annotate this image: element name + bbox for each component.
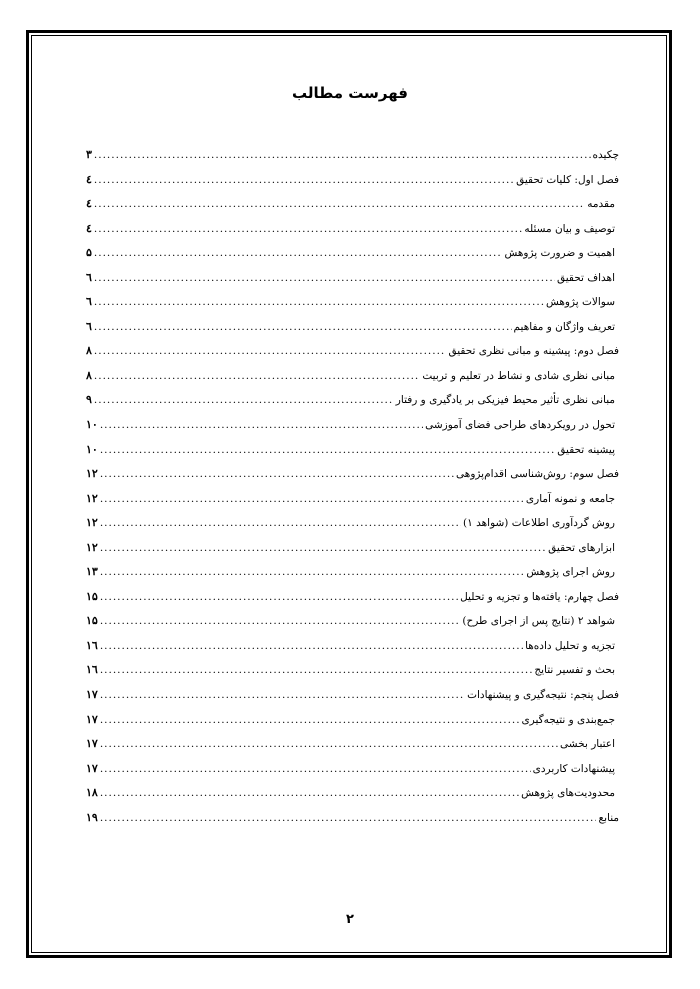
- toc-entry-page: ۱۰: [86, 418, 98, 432]
- toc-entry[interactable]: [86, 811, 619, 836]
- toc-dot-leader: [94, 247, 503, 259]
- toc-entry[interactable]: [86, 246, 619, 271]
- toc-entry[interactable]: [86, 148, 619, 173]
- toc-entry-title: روش اجرای پژوهش: [526, 566, 615, 579]
- toc-dot-leader: [94, 321, 512, 333]
- toc-entry[interactable]: [86, 271, 619, 296]
- toc-dot-leader: [100, 640, 523, 652]
- toc-entry-title: اهداف تحقیق: [556, 271, 615, 284]
- toc-entry[interactable]: [86, 295, 619, 320]
- page-number: ۲: [346, 912, 354, 927]
- toc-dot-leader: [100, 517, 461, 529]
- toc-entry-title: سوالات پژوهش: [545, 296, 615, 309]
- toc-entry-title: جمع‌بندی و نتیجه‌گیری: [521, 713, 615, 726]
- toc-entry-page: ۱۷: [86, 712, 98, 726]
- toc-entry-title: مقدمه: [587, 198, 615, 211]
- toc-entry-title: مبانی نظری تأثیر محیط فیزیکی بر یادگیری و رفتار: [395, 394, 615, 407]
- toc-entry-title: جامعه و نمونه آماری: [525, 492, 615, 505]
- toc-dot-leader: [100, 591, 458, 603]
- toc-dot-leader: [100, 812, 597, 824]
- toc-entry-page: ٦: [86, 319, 92, 333]
- toc-entry[interactable]: [86, 369, 619, 394]
- toc-entry-page: ۱۸: [86, 786, 98, 800]
- toc-entry-page: ۱۲: [86, 516, 98, 530]
- toc-entry-page: ۸: [86, 344, 92, 358]
- toc-dot-leader: [94, 394, 394, 406]
- toc-dot-leader: [94, 198, 585, 210]
- toc-entry-title: فصل چهارم: یافته‌ها و تجزیه و تحلیل: [460, 590, 619, 603]
- toc-entry-page: ۱۳: [86, 565, 98, 579]
- toc-entry-page: ۱٦: [86, 663, 98, 677]
- toc-entry-title: ابزارهای تحقیق: [548, 541, 615, 554]
- toc-entry[interactable]: [86, 688, 619, 713]
- toc-entry-title: فصل سوم: روش‌شناسی اقدام‌پژوهی: [456, 468, 619, 481]
- toc-dot-leader: [100, 714, 520, 726]
- toc-entry[interactable]: [86, 173, 619, 198]
- toc-entry-page: ٤: [86, 197, 92, 211]
- toc-entry-title: شواهد ۲ (نتایج پس از اجرای طرح): [462, 615, 615, 628]
- toc-entry-title: روش گردآوری اطلاعات (شواهد ۱): [463, 517, 615, 530]
- toc-dot-leader: [94, 370, 420, 382]
- toc-entry[interactable]: [86, 492, 619, 517]
- toc-entry[interactable]: [86, 565, 619, 590]
- toc-dot-leader: [100, 664, 533, 676]
- toc-entry-title: محدودیت‌های پژوهش: [521, 787, 615, 800]
- toc-dot-leader: [94, 272, 555, 284]
- toc-entry-page: ۱۷: [86, 737, 98, 751]
- toc-entry-title: فصل پنجم: نتیجه‌گیری و پیشنهادات: [467, 689, 619, 702]
- toc-entry-title: چکیده: [592, 149, 619, 161]
- toc-dot-leader: [94, 174, 514, 186]
- toc-dot-leader: [100, 763, 531, 775]
- toc-entry[interactable]: [86, 222, 619, 247]
- toc-entry-page: ٦: [86, 270, 92, 284]
- toc-entry-page: ۵: [86, 246, 92, 260]
- toc-entry[interactable]: [86, 614, 619, 639]
- toc-entry-title: بحث و تفسیر نتایج: [534, 664, 615, 677]
- toc-entry-page: ۱۷: [86, 761, 98, 775]
- toc-dot-leader: [100, 493, 524, 505]
- toc-entry-page: ۱۵: [86, 589, 98, 603]
- toc-entry[interactable]: [86, 737, 619, 762]
- toc-entry-title: اهمیت و ضرورت پژوهش: [504, 247, 615, 260]
- toc-entry-title: پیشنهادات کاربردی: [532, 762, 615, 775]
- toc-entry-title: پیشینه تحقیق: [557, 443, 615, 456]
- toc-entry-page: ۸: [86, 368, 92, 382]
- toc-dot-leader: [100, 468, 454, 480]
- table-of-contents: [86, 148, 619, 835]
- toc-entry[interactable]: [86, 713, 619, 738]
- toc-dot-leader: [94, 296, 544, 308]
- toc-dot-leader: [100, 444, 555, 456]
- toc-entry-page: ۹: [86, 393, 92, 407]
- toc-dot-leader: [100, 787, 519, 799]
- toc-dot-leader: [100, 566, 524, 578]
- toc-entry[interactable]: [86, 590, 619, 615]
- toc-entry[interactable]: [86, 197, 619, 222]
- toc-entry[interactable]: [86, 516, 619, 541]
- toc-dot-leader: [94, 345, 447, 357]
- toc-entry[interactable]: [86, 663, 619, 688]
- toc-entry[interactable]: [86, 393, 619, 418]
- toc-entry-title: منابع: [598, 811, 619, 824]
- toc-entry-page: ۳: [86, 148, 92, 161]
- toc-dot-leader: [100, 689, 465, 701]
- toc-entry-title: اعتبار بخشی: [560, 738, 615, 751]
- toc-entry[interactable]: [86, 443, 619, 468]
- toc-entry-page: ۱۲: [86, 467, 98, 481]
- toc-entry[interactable]: [86, 786, 619, 811]
- toc-dot-leader: [100, 419, 423, 431]
- toc-entry-page: ۱۷: [86, 688, 98, 702]
- toc-dot-leader: [100, 738, 558, 750]
- toc-entry-page: ۱٦: [86, 638, 98, 652]
- toc-entry-page: ٤: [86, 172, 92, 186]
- toc-entry[interactable]: [86, 418, 619, 443]
- toc-dot-leader: [94, 149, 591, 161]
- toc-entry[interactable]: [86, 639, 619, 664]
- toc-entry-page: ۱۰: [86, 442, 98, 456]
- toc-entry-title: تحول در رویکردهای طراحی فضای آموزشی: [425, 419, 615, 432]
- toc-entry-title: مبانی نظری شادی و نشاط در تعلیم و تربیت: [422, 369, 615, 382]
- toc-entry-page: ٦: [86, 295, 92, 309]
- toc-entry-title: توصیف و بیان مسئله: [524, 222, 615, 235]
- toc-entry-title: فصل اول: کلیات تحقیق: [516, 173, 619, 186]
- toc-entry-title: تعریف واژگان و مفاهیم: [513, 320, 615, 333]
- toc-entry-page: ٤: [86, 221, 92, 235]
- toc-entry[interactable]: [86, 541, 619, 566]
- toc-dot-leader: [100, 615, 461, 627]
- toc-entry-page: ۱۲: [86, 491, 98, 505]
- toc-entry[interactable]: [86, 320, 619, 345]
- toc-entry[interactable]: [86, 344, 619, 369]
- toc-entry[interactable]: [86, 762, 619, 787]
- toc-entry-title: فصل دوم: پیشینه و مبانی نظری تحقیق: [448, 345, 619, 358]
- toc-entry[interactable]: [86, 467, 619, 492]
- toc-dot-leader: [94, 223, 522, 235]
- page-title: فهرست مطالب: [292, 84, 408, 102]
- toc-entry-page: ۱۹: [86, 810, 98, 824]
- toc-entry-page: ۱۲: [86, 540, 98, 554]
- toc-entry-title: تجزیه و تحلیل داده‌ها: [525, 639, 615, 652]
- toc-entry-page: ۱۵: [86, 614, 98, 628]
- toc-dot-leader: [100, 542, 546, 554]
